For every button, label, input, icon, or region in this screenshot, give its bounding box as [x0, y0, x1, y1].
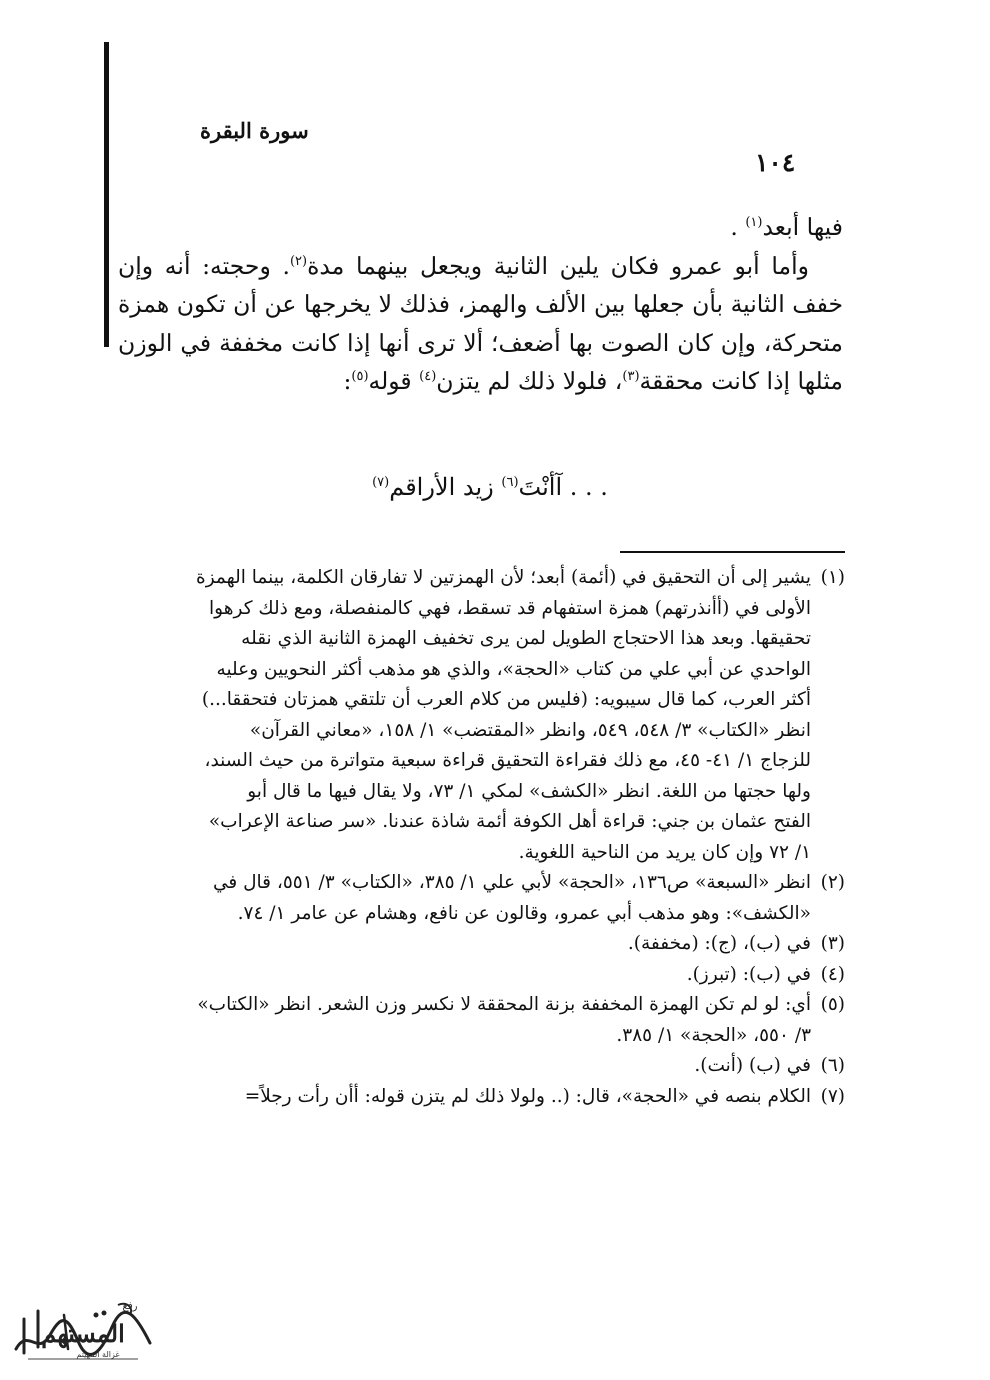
note-ref-1: (١) [745, 215, 763, 231]
footnote-line: ٣/ ٥٥٠، «الحجة» ١/ ٣٨٥. [616, 1024, 811, 1046]
footnote-line: للزجاج ١/ ٤١- ٤٥، مع ذلك فقراءة التحقيق قراءة سبعية متواترة من حيث السند، [204, 750, 811, 771]
footnote-line: الفتح عثمان بن جني: قراءة أهل الكوفة أئمة شاذة عندنا. «سر صناعة الإعراب» [208, 811, 811, 832]
footnote-7: (٧)الكلام بنصه في «الحجة»، قال: (.. ولولا ذلك لم يتزن قوله: أأن رأت رجلاً= [100, 1082, 845, 1113]
watermark-logo [8, 1297, 158, 1365]
footnote-line: «الكشف»: وهو مذهب أبي عمرو، وقالون عن نافع، وهشام عن عامر ١/ ٧٤. [237, 902, 811, 924]
footnote-separator [620, 551, 845, 553]
footnote-5: (٥)أي: لو لم تكن الهمزة المخففة بزنة المحققة لا نكسر وزن الشعر. انظر «الكتاب» ٣/ ٥٥٠، «الحجة» ١/ ٣٨٥. [100, 990, 845, 1051]
footnote-line: ولها حجتها من اللغة. انظر «الكشف» لمكي ١/ ٧٣، ولا يقال فيها ما قال أبو [247, 780, 811, 802]
poetry-verse: . . . آأنْتَ$^{(٦)}$ زيد الأراقم$^{(٧)}$ [372, 473, 608, 501]
footnote-3: (٣)في (ب)، (ج): (مخففة). [100, 929, 845, 960]
footnote-number: (٧) [820, 1085, 845, 1107]
watermark-text: رفع [122, 1301, 138, 1312]
footnote-1: (١)يشير إلى أن التحقيق في (أئمة) أبعد؛ لأن الهمزتين لا تفارقان الكلمة، بينما الهمزة الأولى في (أأنذرتهم) همزة استفهام قد تسقط، فهي كالمنفصلة، ومع ذلك كرهوا تحقيقها. وبعد هذا الاحتجاج الطويل لمن يرى تخفيف الهمزة الثانية الذي نقله الواحدي عن أبي علي من كتاب «الحجة»، والذي هو مذهب أكثر النحويين وعليه أكثر العرب، كما قال سيبويه: (فليس من كلام العرب أن تلتقي همزتان فتحققا...) انظر «الكتاب» ٣/ ٥٤٨، ٥٤٩، وانظر «المقتضب» ١/ ١٥٨، «معاني القرآن» للزجاج ١/ ٤١- ٤٥، مع ذلك فقراءة التحقيق قراءة سبعية متواترة من حيث السند، ولها حجتها من اللغة. انظر «الكشف» لمكي ١/ ٧٣، ولا يقال فيها ما قال أبو الفتح عثمان بن جني: قراءة أهل الكوفة أئمة شاذة عندنا. «سر صناعة الإعراب» ١/ ٧٢ وإن كان يريد من الناحية اللغوية. [100, 563, 845, 868]
note-ref-2: (٢) [289, 253, 308, 269]
footnote-line: الواحدي عن أبي علي من كتاب «الحجة»، والذي هو مذهب أكثر النحويين وعليه [216, 658, 811, 680]
main-line-1: فيها أبعد$^{(١)}$ . [730, 213, 843, 241]
note-ref-4: (٤) [419, 369, 437, 385]
footnote-line: انظر «الكتاب» ٣/ ٥٤٨، ٥٤٩، وانظر «المقتضب» ١/ ١٥٨، «معاني القرآن» [249, 719, 811, 741]
footnote-number: (٦) [820, 1055, 845, 1076]
footnote-4: (٤)في (ب): (تبرز). [100, 960, 845, 991]
footnote-2: (٢)انظر «السبعة» ص١٣٦، «الحجة» لأبي علي ١/ ٣٨٥، «الكتاب» ٣/ ٥٥١، قال في «الكشف»: وهو مذهب أبي عمرو، وقالون عن نافع، وهشام عن عامر ١/ ٧٤. [100, 868, 845, 929]
note-ref-3: (٣) [622, 369, 640, 385]
note-ref-5: (٥) [351, 369, 369, 385]
note-ref-6: (٦) [501, 475, 519, 490]
footnote-line: أكثر العرب، كما قال سيبويه: (فليس من كلام العرب أن تلتقي همزتان فتحققا...) [201, 689, 811, 710]
main-text [118, 208, 843, 401]
footnote-number: (٢) [820, 872, 845, 893]
footnote-line: ١/ ٧٢ وإن كان يريد من الناحية اللغوية. [518, 841, 811, 863]
margin-bar [104, 42, 109, 347]
surah-title: سورة البقرة [200, 118, 309, 143]
main-paragraph: وأما أبو عمرو فكان يلين الثانية ويجعل بينهما مدة$^{(٢)}$. وحجته: أنه وإن خفف الثانية بأن جعلها بين الألف والهمز، فذلك لا يخرجها عن أن تكون همزة متحركة، وإن كان الصوت بها أضعف؛ ألا ترى أنها إذا كانت مخففة في الوزن مثلها إذا كانت محققة$^{(٣)}$، فلولا ذلك لم يتزن$^{(٤)}$ قوله$^{(٥)}$: [118, 251, 843, 395]
watermark-subtext: غزالة المهيتم [76, 1350, 120, 1359]
calligraphy-logo-icon [8, 1297, 158, 1365]
footnote-line: الأولى في (أأنذرتهم) همزة استفهام قد تسقط، فهي كالمنفصلة، ومع ذلك كرهوا [209, 597, 811, 619]
watermark-logo-text: المستهم [41, 1319, 125, 1348]
footnote-number: (١) [820, 567, 845, 588]
footnote-6: (٦)في (ب) (أنت). [100, 1051, 845, 1082]
footnote-number: (٣) [820, 933, 845, 954]
footnote-number: (٥) [820, 994, 845, 1015]
note-ref-7: (٧) [372, 475, 390, 490]
footnote-line: تحقيقها. وبعد هذا الاحتجاج الطويل لمن يرى تخفيف الهمزة الثانية الذي نقله [241, 628, 811, 649]
page-number: ١٠٤ [755, 148, 796, 177]
footnote-number: (٤) [820, 963, 845, 985]
footnotes [100, 563, 845, 1112]
